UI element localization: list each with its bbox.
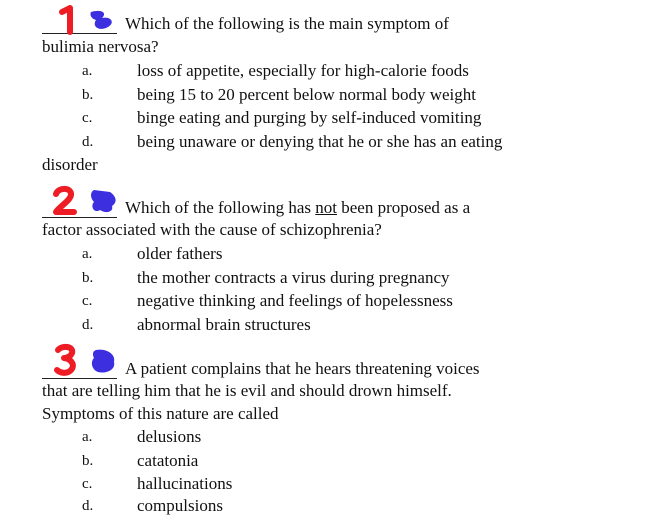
- option-text: negative thinking and feelings of hopelessness: [137, 291, 453, 310]
- answer-blank: [42, 217, 117, 218]
- option-text: older fathers: [137, 244, 223, 263]
- option-letter: c.: [82, 110, 93, 126]
- option-text: compulsions: [137, 496, 223, 515]
- option-text: hallucinations: [137, 474, 233, 493]
- option-continuation: disorder: [42, 155, 98, 174]
- option-letter: a.: [82, 246, 93, 262]
- option-letter: b.: [82, 87, 94, 103]
- answer-scribble: [88, 8, 118, 34]
- option-letter: a.: [82, 429, 93, 445]
- option-letter: c.: [82, 476, 93, 492]
- option-letter: b.: [82, 453, 94, 469]
- option-text: catatonia: [137, 451, 199, 470]
- question-3-stem-line2: that are telling him that he is evil and should drown himself.: [42, 381, 452, 400]
- option-text: being unaware or denying that he or she has an eating: [137, 132, 503, 151]
- option-text: being 15 to 20 percent below normal body weight: [137, 85, 476, 104]
- option-letter: d.: [82, 317, 94, 333]
- emphasis-not: not: [315, 198, 337, 217]
- handwritten-number-1: [58, 6, 80, 34]
- option-text: binge eating and purging by self-induced vomiting: [137, 108, 482, 127]
- question-1-stem-line1: Which of the following is the main symptom of: [125, 14, 449, 33]
- question-2-stem-line2: factor associated with the cause of schizophrenia?: [42, 220, 382, 239]
- handwritten-number-3: [54, 344, 78, 376]
- question-1-stem-line2: bulimia nervosa?: [42, 37, 159, 56]
- option-text: the mother contracts a virus during pregnancy: [137, 268, 450, 287]
- option-letter: b.: [82, 270, 94, 286]
- answer-scribble: [88, 188, 120, 216]
- question-3-stem-line1: A patient complains that he hears threatening voices: [125, 359, 480, 378]
- option-letter: d.: [82, 134, 94, 150]
- question-2-stem-line1: Which of the following has not been proposed as a: [125, 198, 471, 217]
- answer-blank: [42, 378, 117, 379]
- option-letter: a.: [82, 63, 93, 79]
- handwritten-number-2: [52, 186, 78, 216]
- option-text: abnormal brain structures: [137, 315, 311, 334]
- option-text: delusions: [137, 427, 202, 446]
- question-3-stem-line3: Symptoms of this nature are called: [42, 404, 279, 423]
- option-text: loss of appetite, especially for high-calorie foods: [137, 61, 469, 80]
- option-letter: c.: [82, 293, 93, 309]
- answer-scribble: [88, 348, 120, 376]
- option-letter: d.: [82, 498, 94, 514]
